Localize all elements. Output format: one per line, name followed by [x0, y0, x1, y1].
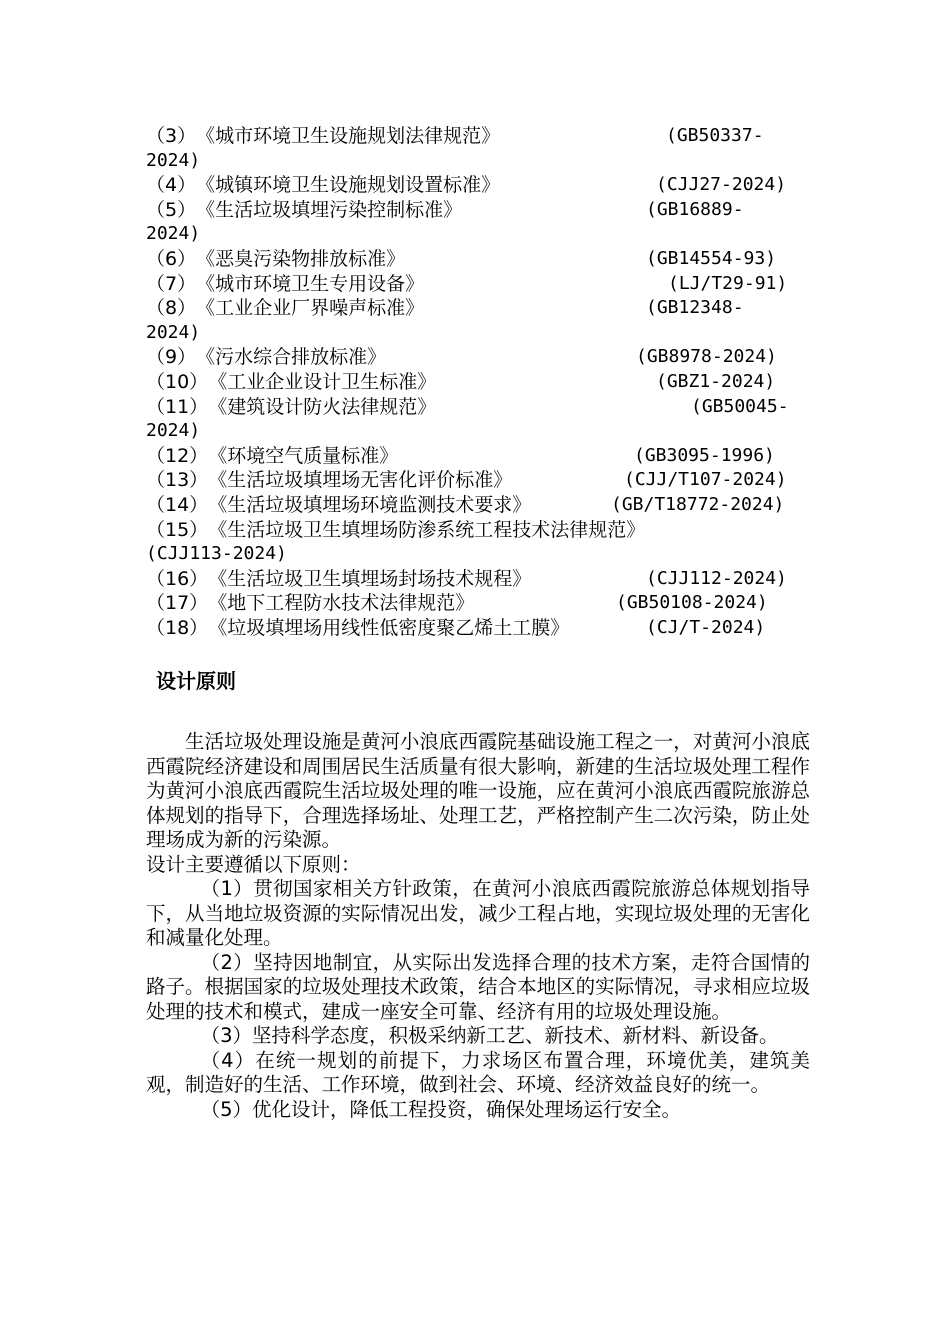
standard-title: 《城镇环境卫生设施规划设置标准》	[196, 174, 501, 197]
standard-number: （16）	[146, 567, 209, 590]
section-heading: 设计原则	[156, 669, 236, 693]
standard-code: (GB50337-	[666, 125, 764, 146]
intro-paragraph: 生活垃圾处理设施是黄河小浪底西霞院基础设施工程之一，对黄河小浪底西霞院经济建设和周围居民生活质量有很大影响，新建的生活垃圾处理工程作为黄河小浪底西霞院生活垃圾处理的唯一设施，应在黄河小浪底西霞院旅游总体规划的指导下，合理选择场址、处理工艺，严格控制产生二次污染，防止处理场成为新的污染源。	[146, 730, 810, 851]
standards-list	[146, 124, 806, 640]
standard-item	[146, 518, 806, 543]
standard-number: （6）	[146, 247, 197, 270]
standard-item	[146, 468, 806, 493]
standard-code: (GB14554-93)	[646, 247, 777, 269]
standard-number: （12）	[146, 444, 209, 467]
standard-item	[146, 493, 806, 518]
standard-item	[146, 173, 806, 198]
principle-item: （3）坚持科学态度，积极采纳新工艺、新技术、新材料、新设备。	[200, 1024, 779, 1047]
standard-title: 《生活垃圾填埋场环境监测技术要求》	[208, 493, 532, 516]
standard-code-continued: 2024)	[146, 223, 201, 245]
standard-item	[146, 567, 806, 592]
standard-code: (GB50045-	[691, 395, 789, 417]
standard-number: （14）	[146, 493, 209, 516]
standard-code: (GB50108-2024)	[616, 592, 768, 614]
standard-item	[146, 272, 806, 297]
standard-number: （5）	[146, 198, 197, 221]
standard-code: (CJJ/T107-2024)	[624, 469, 787, 491]
standard-code: (GB16889-	[646, 198, 744, 220]
standard-code: (GB/T18772-2024)	[611, 493, 785, 515]
principle-item: （1）贯彻国家相关方针政策，在黄河小浪底西霞院旅游总体规划指导下，从当地垃圾资源的实际情况出发，减少工程占地，实现垃圾处理的无害化和减量化处理。	[146, 877, 810, 949]
standard-number: （7）	[146, 272, 197, 295]
standard-number: （3）	[146, 125, 197, 147]
standard-item	[146, 296, 806, 321]
standard-number: （13）	[146, 469, 209, 492]
standard-code: (GB12348-	[646, 297, 744, 319]
standard-code-continued: (CJJ113-2024)	[146, 543, 287, 565]
principle-item: （5）优化设计，降低工程投资，确保处理场运行安全。	[200, 1097, 682, 1121]
standard-item-continued	[146, 419, 806, 444]
standard-item	[146, 124, 806, 149]
standard-title: 《恶臭污染物排放标准》	[196, 247, 406, 270]
standard-item	[146, 345, 806, 370]
standard-title: 《工业企业厂界噪声标准》	[196, 297, 425, 320]
standard-item-continued	[146, 321, 806, 346]
standard-title: 《城市环境卫生设施规划法律规范》	[196, 125, 501, 147]
standard-item	[146, 616, 806, 641]
standard-title: 《环境空气质量标准》	[208, 444, 399, 467]
standard-item-continued	[146, 542, 806, 567]
standard-title: 《工业企业设计卫生标准》	[208, 370, 437, 393]
standard-number: （17）	[146, 592, 209, 615]
principle-item: （4）在统一规划的前提下，力求场区布置合理，环境优美，建筑美观，制造好的生活、工作环境，做到社会、环境、经济效益良好的统一。	[146, 1048, 810, 1096]
standard-item	[146, 198, 806, 223]
standard-item	[146, 247, 806, 272]
standard-item	[146, 444, 806, 469]
standard-title: 《建筑设计防火法律规范》	[208, 395, 437, 418]
standard-title: 《生活垃圾卫生填埋场封场技术规程》	[208, 567, 532, 590]
standard-title: 《生活垃圾填埋污染控制标准》	[196, 198, 463, 221]
standard-code: (CJJ27-2024)	[656, 174, 787, 196]
principles-lead: 设计主要遵循以下原则：	[146, 852, 361, 876]
standard-number: （8）	[146, 297, 197, 320]
standard-item	[146, 591, 806, 616]
standard-title: 《垃圾填埋场用线性低密度聚乙烯土工膜》	[208, 616, 570, 639]
standard-title: 《生活垃圾卫生填埋场防渗系统工程技术法律规范》	[208, 518, 646, 541]
standard-code: (GB8978-2024)	[636, 346, 777, 368]
standard-title: 《地下工程防水技术法律规范》	[208, 592, 475, 615]
standard-number: （15）	[146, 518, 209, 541]
standard-code: (CJ/T-2024)	[646, 616, 766, 638]
principle-item: （2）坚持因地制宜，从实际出发选择合理的技术方案，走符合国情的路子。根据国家的垃圾处理技术政策，结合本地区的实际情况，寻求相应垃圾处理的技术和模式，建成一座安全可靠、经济有用的垃圾处理设施。	[146, 950, 810, 1023]
standard-item-continued	[146, 222, 806, 247]
standard-number: （4）	[146, 174, 197, 197]
standard-code: (CJJ112-2024)	[646, 567, 787, 589]
standard-title: 《污水综合排放标准》	[196, 346, 387, 369]
standard-title: 《城市环境卫生专用设备》	[196, 272, 425, 295]
standard-number: （10）	[146, 370, 209, 393]
standard-code-continued: 2024)	[146, 149, 201, 171]
standard-title: 《生活垃圾填埋场无害化评价标准》	[208, 469, 513, 492]
standard-code: (GB3095-1996)	[634, 444, 775, 466]
standard-item	[146, 370, 806, 395]
standard-item-continued	[146, 149, 806, 174]
section-body	[146, 730, 810, 1122]
standard-code: (GBZ1-2024)	[656, 370, 776, 392]
standard-number: （18）	[146, 616, 209, 639]
standard-code-continued: 2024)	[146, 321, 201, 343]
standard-number: （9）	[146, 346, 197, 369]
standard-code: (LJ/T29-91)	[668, 272, 788, 294]
standard-item	[146, 395, 806, 420]
standard-number: （11）	[146, 395, 209, 418]
standard-code-continued: 2024)	[146, 420, 201, 442]
